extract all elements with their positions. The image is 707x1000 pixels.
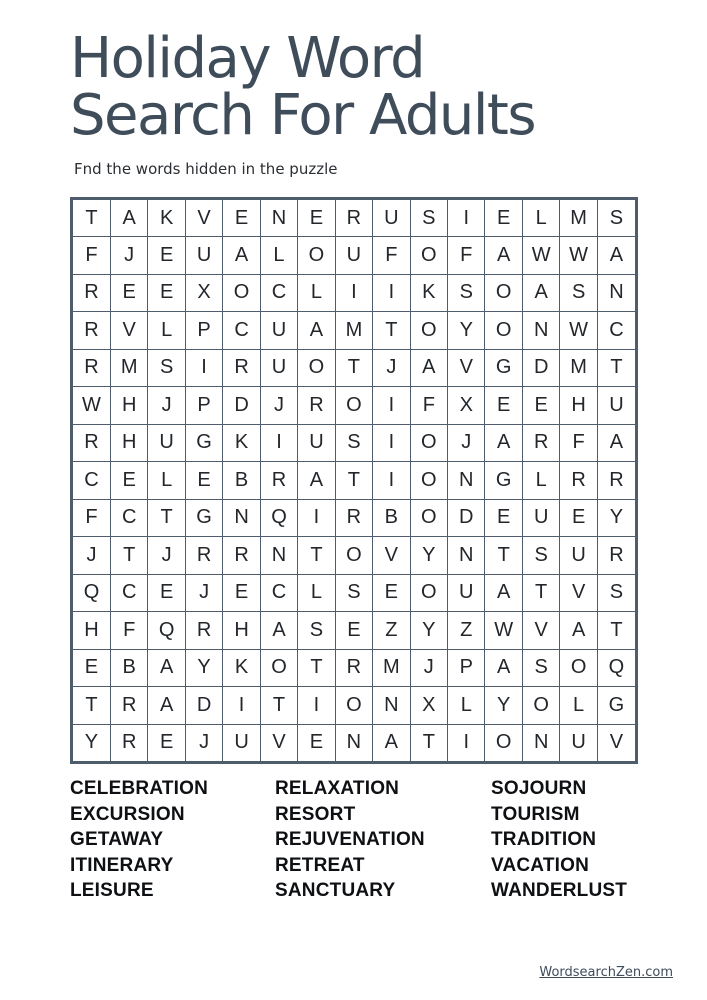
grid-cell[interactable]: R — [110, 687, 147, 725]
grid-cell[interactable]: E — [223, 574, 260, 612]
grid-cell[interactable]: N — [373, 687, 410, 725]
grid-row — [73, 687, 635, 725]
grid-cell[interactable]: O — [410, 312, 447, 350]
grid-cell[interactable]: T — [373, 312, 410, 350]
grid-cell[interactable]: H — [560, 387, 597, 425]
grid-cell[interactable]: T — [260, 687, 297, 725]
grid-cell[interactable]: C — [260, 574, 297, 612]
grid-cell[interactable]: E — [148, 724, 185, 761]
grid-cell[interactable]: J — [73, 537, 110, 575]
grid-cell[interactable]: T — [335, 349, 372, 387]
grid-cell[interactable]: A — [298, 312, 335, 350]
grid-cell[interactable]: C — [597, 312, 635, 350]
grid-cell[interactable]: E — [560, 499, 597, 537]
grid-cell[interactable]: E — [373, 574, 410, 612]
grid-cell[interactable]: J — [185, 574, 222, 612]
grid-cell[interactable]: F — [73, 237, 110, 275]
grid-cell[interactable]: V — [110, 312, 147, 350]
grid-cell[interactable]: C — [223, 312, 260, 350]
word-list-item: TOURISM — [491, 803, 580, 825]
grid-cell[interactable]: T — [485, 537, 522, 575]
grid-cell[interactable]: E — [148, 237, 185, 275]
grid-cell[interactable]: G — [597, 687, 635, 725]
grid-cell[interactable]: W — [522, 237, 559, 275]
grid-row — [73, 200, 635, 237]
grid-cell[interactable]: O — [335, 537, 372, 575]
grid-cell[interactable]: G — [485, 349, 522, 387]
word-list-item: RESORT — [275, 803, 356, 825]
grid-cell[interactable]: Y — [485, 687, 522, 725]
grid-cell[interactable]: G — [185, 499, 222, 537]
grid-cell[interactable]: R — [597, 462, 635, 500]
word-list-item: SANCTUARY — [275, 880, 396, 902]
grid-cell[interactable]: E — [110, 274, 147, 312]
grid-cell[interactable]: O — [410, 237, 447, 275]
grid-cell[interactable]: N — [223, 499, 260, 537]
grid-cell[interactable]: L — [560, 687, 597, 725]
grid-cell[interactable]: I — [373, 424, 410, 462]
grid-cell[interactable]: K — [148, 200, 185, 237]
grid-cell[interactable]: U — [223, 724, 260, 761]
grid-cell[interactable]: C — [110, 499, 147, 537]
grid-cell[interactable]: A — [597, 237, 635, 275]
grid-cell[interactable]: C — [260, 274, 297, 312]
grid-cell[interactable]: S — [597, 574, 635, 612]
word-list-item: LEISURE — [70, 880, 154, 902]
grid-cell[interactable]: B — [223, 462, 260, 500]
grid-cell[interactable]: K — [223, 649, 260, 687]
grid-cell[interactable]: O — [485, 274, 522, 312]
grid-cell[interactable]: S — [597, 200, 635, 237]
grid-cell[interactable]: U — [260, 349, 297, 387]
grid-cell[interactable]: O — [335, 387, 372, 425]
grid-cell[interactable]: J — [448, 424, 485, 462]
grid-row — [73, 537, 635, 575]
grid-cell[interactable]: O — [223, 274, 260, 312]
grid-cell[interactable]: A — [298, 462, 335, 500]
grid-cell[interactable]: R — [185, 537, 222, 575]
grid-cell[interactable]: F — [560, 424, 597, 462]
grid-cell[interactable]: U — [560, 724, 597, 761]
grid-cell[interactable]: R — [335, 649, 372, 687]
grid-cell[interactable]: R — [185, 612, 222, 650]
grid-cell[interactable]: Y — [448, 312, 485, 350]
grid-cell[interactable]: X — [185, 274, 222, 312]
grid-cell[interactable]: G — [185, 424, 222, 462]
grid-cell[interactable]: T — [410, 724, 447, 761]
grid-cell[interactable]: I — [373, 387, 410, 425]
grid-cell[interactable]: Y — [410, 612, 447, 650]
word-list-column-2 — [275, 776, 425, 904]
grid-cell[interactable]: A — [560, 612, 597, 650]
grid-cell[interactable]: M — [110, 349, 147, 387]
grid-cell[interactable]: J — [410, 649, 447, 687]
grid-cell[interactable]: L — [298, 274, 335, 312]
grid-row — [73, 312, 635, 350]
grid-cell[interactable]: F — [73, 499, 110, 537]
grid-cell[interactable]: R — [73, 424, 110, 462]
grid-cell[interactable]: O — [298, 237, 335, 275]
grid-row — [73, 499, 635, 537]
grid-cell[interactable]: T — [73, 687, 110, 725]
grid-cell[interactable]: I — [260, 424, 297, 462]
grid-cell[interactable]: V — [597, 724, 635, 761]
grid-cell[interactable]: R — [335, 499, 372, 537]
grid-cell[interactable]: R — [223, 537, 260, 575]
grid-cell[interactable]: Q — [597, 649, 635, 687]
grid-cell[interactable]: S — [410, 200, 447, 237]
grid-cell[interactable]: I — [335, 274, 372, 312]
grid-cell[interactable]: L — [298, 574, 335, 612]
grid-cell[interactable]: E — [485, 387, 522, 425]
grid-cell[interactable]: H — [223, 612, 260, 650]
grid-cell[interactable]: I — [448, 200, 485, 237]
grid-cell[interactable]: A — [485, 649, 522, 687]
grid-cell[interactable]: I — [373, 462, 410, 500]
grid-cell[interactable]: K — [410, 274, 447, 312]
grid-cell[interactable]: S — [335, 424, 372, 462]
grid-cell[interactable]: U — [335, 237, 372, 275]
grid-cell[interactable]: S — [298, 612, 335, 650]
grid-cell[interactable]: T — [597, 612, 635, 650]
grid-row — [73, 387, 635, 425]
grid-cell[interactable]: O — [410, 574, 447, 612]
grid-cell[interactable]: J — [373, 349, 410, 387]
grid-cell[interactable]: C — [110, 574, 147, 612]
grid-cell[interactable]: A — [485, 574, 522, 612]
word-list-item: REJUVENATION — [275, 829, 425, 851]
grid-cell[interactable]: E — [335, 612, 372, 650]
grid-cell[interactable]: P — [185, 312, 222, 350]
grid-cell[interactable]: K — [223, 424, 260, 462]
grid-cell[interactable]: R — [223, 349, 260, 387]
grid-cell[interactable]: E — [522, 387, 559, 425]
grid-cell[interactable]: T — [148, 499, 185, 537]
grid-cell[interactable]: U — [560, 537, 597, 575]
grid-cell[interactable]: H — [110, 387, 147, 425]
footer-link[interactable]: WordsearchZen.com — [539, 965, 673, 980]
grid-cell[interactable]: U — [597, 387, 635, 425]
grid-cell[interactable]: U — [185, 237, 222, 275]
grid-cell[interactable]: U — [448, 574, 485, 612]
grid-cell[interactable]: A — [485, 424, 522, 462]
grid-cell[interactable]: O — [410, 424, 447, 462]
grid-row — [73, 237, 635, 275]
grid-cell[interactable]: A — [148, 649, 185, 687]
grid-cell[interactable]: N — [335, 724, 372, 761]
grid-row — [73, 349, 635, 387]
page-title — [70, 26, 536, 148]
grid-cell[interactable]: R — [73, 312, 110, 350]
grid-cell[interactable]: O — [485, 312, 522, 350]
word-list-column-1 — [70, 776, 208, 904]
grid-cell[interactable]: I — [298, 687, 335, 725]
grid-cell[interactable]: M — [373, 649, 410, 687]
grid-cell[interactable]: F — [110, 612, 147, 650]
title-line-2: Search For Adults — [70, 83, 536, 148]
grid-cell[interactable]: E — [148, 574, 185, 612]
grid-cell[interactable]: W — [485, 612, 522, 650]
grid-cell[interactable]: L — [522, 200, 559, 237]
grid-cell[interactable]: L — [260, 237, 297, 275]
grid-cell[interactable]: T — [298, 537, 335, 575]
grid-cell[interactable]: D — [448, 499, 485, 537]
word-list-item: VACATION — [491, 854, 590, 876]
grid-cell[interactable]: L — [448, 687, 485, 725]
grid-cell[interactable]: P — [448, 649, 485, 687]
grid-cell[interactable]: Q — [148, 612, 185, 650]
grid-cell[interactable]: I — [223, 687, 260, 725]
grid-cell[interactable]: O — [410, 499, 447, 537]
grid-cell[interactable]: G — [485, 462, 522, 500]
puzzle-grid — [73, 200, 635, 761]
grid-cell[interactable]: T — [522, 574, 559, 612]
grid-cell[interactable]: Y — [185, 649, 222, 687]
grid-cell[interactable]: A — [410, 349, 447, 387]
grid-cell[interactable]: N — [448, 462, 485, 500]
grid-cell[interactable]: Y — [73, 724, 110, 761]
grid-cell[interactable]: R — [73, 274, 110, 312]
grid-cell[interactable]: M — [560, 200, 597, 237]
grid-row — [73, 724, 635, 761]
grid-cell[interactable]: S — [148, 349, 185, 387]
grid-cell[interactable]: O — [260, 649, 297, 687]
grid-row — [73, 424, 635, 462]
grid-cell[interactable]: S — [522, 649, 559, 687]
grid-cell[interactable]: S — [335, 574, 372, 612]
grid-cell[interactable]: A — [260, 612, 297, 650]
grid-cell[interactable]: I — [373, 274, 410, 312]
grid-cell[interactable]: I — [185, 349, 222, 387]
grid-cell[interactable]: V — [260, 724, 297, 761]
grid-cell[interactable]: E — [110, 462, 147, 500]
grid-cell[interactable]: S — [560, 274, 597, 312]
grid-cell[interactable]: V — [448, 349, 485, 387]
grid-cell[interactable]: E — [298, 200, 335, 237]
grid-cell[interactable]: O — [335, 687, 372, 725]
grid-cell[interactable]: L — [522, 462, 559, 500]
grid-cell[interactable]: F — [448, 237, 485, 275]
title-line-1: Holiday Word — [70, 26, 425, 91]
grid-cell[interactable]: S — [448, 274, 485, 312]
grid-cell[interactable]: V — [185, 200, 222, 237]
grid-cell[interactable]: E — [485, 499, 522, 537]
grid-cell[interactable]: E — [485, 200, 522, 237]
grid-cell[interactable]: R — [335, 200, 372, 237]
grid-cell[interactable]: A — [485, 237, 522, 275]
grid-cell[interactable]: M — [335, 312, 372, 350]
grid-row — [73, 274, 635, 312]
grid-cell[interactable]: E — [148, 274, 185, 312]
word-list-item: GETAWAY — [70, 829, 164, 851]
grid-cell[interactable]: W — [73, 387, 110, 425]
grid-cell[interactable]: D — [185, 687, 222, 725]
grid-cell[interactable]: P — [185, 387, 222, 425]
grid-cell[interactable]: T — [73, 200, 110, 237]
grid-cell[interactable]: E — [298, 724, 335, 761]
grid-cell[interactable]: T — [597, 349, 635, 387]
grid-cell[interactable]: I — [298, 499, 335, 537]
grid-cell[interactable]: O — [298, 349, 335, 387]
grid-cell[interactable]: Z — [448, 612, 485, 650]
grid-cell[interactable]: U — [522, 499, 559, 537]
grid-cell[interactable]: S — [522, 537, 559, 575]
grid-cell[interactable]: U — [298, 424, 335, 462]
grid-cell[interactable]: N — [260, 200, 297, 237]
grid-cell[interactable]: Q — [260, 499, 297, 537]
grid-cell[interactable]: J — [185, 724, 222, 761]
grid-cell[interactable]: A — [148, 687, 185, 725]
word-list-item: CELEBRATION — [70, 778, 209, 799]
grid-cell[interactable]: J — [148, 537, 185, 575]
grid-cell[interactable]: U — [373, 200, 410, 237]
grid-cell[interactable]: I — [448, 724, 485, 761]
grid-row — [73, 612, 635, 650]
grid-cell[interactable]: V — [522, 612, 559, 650]
puzzle-grid-frame — [70, 197, 638, 764]
grid-cell[interactable]: A — [522, 274, 559, 312]
grid-cell[interactable]: T — [110, 537, 147, 575]
grid-cell[interactable]: A — [597, 424, 635, 462]
grid-cell[interactable]: D — [522, 349, 559, 387]
word-list-column-3 — [491, 776, 627, 904]
grid-cell[interactable]: R — [110, 724, 147, 761]
grid-row — [73, 574, 635, 612]
grid-row — [73, 649, 635, 687]
grid-cell[interactable]: J — [260, 387, 297, 425]
grid-cell[interactable]: A — [223, 237, 260, 275]
grid-cell[interactable]: T — [335, 462, 372, 500]
grid-cell[interactable]: B — [110, 649, 147, 687]
instructions-text: Fnd the words hidden in the puzzle — [74, 160, 338, 178]
grid-cell[interactable]: H — [73, 612, 110, 650]
grid-cell[interactable]: E — [73, 649, 110, 687]
word-list-item: WANDERLUST — [491, 880, 628, 902]
grid-cell[interactable]: E — [223, 200, 260, 237]
grid-cell[interactable]: L — [148, 312, 185, 350]
grid-cell[interactable]: E — [185, 462, 222, 500]
grid-cell[interactable]: J — [110, 237, 147, 275]
grid-row — [73, 462, 635, 500]
word-list-item: RELAXATION — [275, 778, 400, 799]
grid-cell[interactable]: R — [522, 424, 559, 462]
grid-cell[interactable]: U — [148, 424, 185, 462]
grid-cell[interactable]: Y — [597, 499, 635, 537]
grid-cell[interactable]: O — [522, 687, 559, 725]
grid-cell[interactable]: O — [410, 462, 447, 500]
grid-cell[interactable]: D — [223, 387, 260, 425]
grid-cell[interactable]: O — [485, 724, 522, 761]
grid-cell[interactable]: R — [597, 537, 635, 575]
grid-cell[interactable]: U — [260, 312, 297, 350]
grid-cell[interactable]: O — [560, 649, 597, 687]
word-list-item: ITINERARY — [70, 854, 174, 876]
grid-cell[interactable]: X — [448, 387, 485, 425]
grid-cell[interactable]: R — [560, 462, 597, 500]
grid-cell[interactable]: H — [110, 424, 147, 462]
grid-cell[interactable]: L — [148, 462, 185, 500]
grid-cell[interactable]: W — [560, 312, 597, 350]
grid-cell[interactable]: Q — [73, 574, 110, 612]
grid-cell[interactable]: T — [298, 649, 335, 687]
grid-cell[interactable]: V — [560, 574, 597, 612]
grid-cell[interactable]: R — [260, 462, 297, 500]
grid-cell[interactable]: A — [373, 724, 410, 761]
word-list-item: RETREAT — [275, 854, 365, 876]
word-list-item: EXCURSION — [70, 803, 185, 825]
grid-cell[interactable]: B — [373, 499, 410, 537]
grid-cell[interactable]: J — [148, 387, 185, 425]
grid-cell[interactable]: C — [73, 462, 110, 500]
grid-cell[interactable]: F — [373, 237, 410, 275]
grid-cell[interactable]: F — [410, 387, 447, 425]
grid-cell[interactable]: R — [298, 387, 335, 425]
grid-cell[interactable]: Z — [373, 612, 410, 650]
grid-cell[interactable]: X — [410, 687, 447, 725]
word-list — [70, 776, 670, 906]
grid-cell[interactable]: N — [522, 724, 559, 761]
grid-cell[interactable]: M — [560, 349, 597, 387]
grid-cell[interactable]: V — [373, 537, 410, 575]
grid-cell[interactable]: N — [597, 274, 635, 312]
grid-cell[interactable]: R — [73, 349, 110, 387]
grid-cell[interactable]: W — [560, 237, 597, 275]
grid-cell[interactable]: A — [110, 200, 147, 237]
word-list-item: TRADITION — [491, 829, 597, 851]
grid-cell[interactable]: Y — [410, 537, 447, 575]
word-list-item: SOJOURN — [491, 778, 587, 799]
grid-cell[interactable]: N — [522, 312, 559, 350]
grid-cell[interactable]: N — [260, 537, 297, 575]
grid-cell[interactable]: N — [448, 537, 485, 575]
